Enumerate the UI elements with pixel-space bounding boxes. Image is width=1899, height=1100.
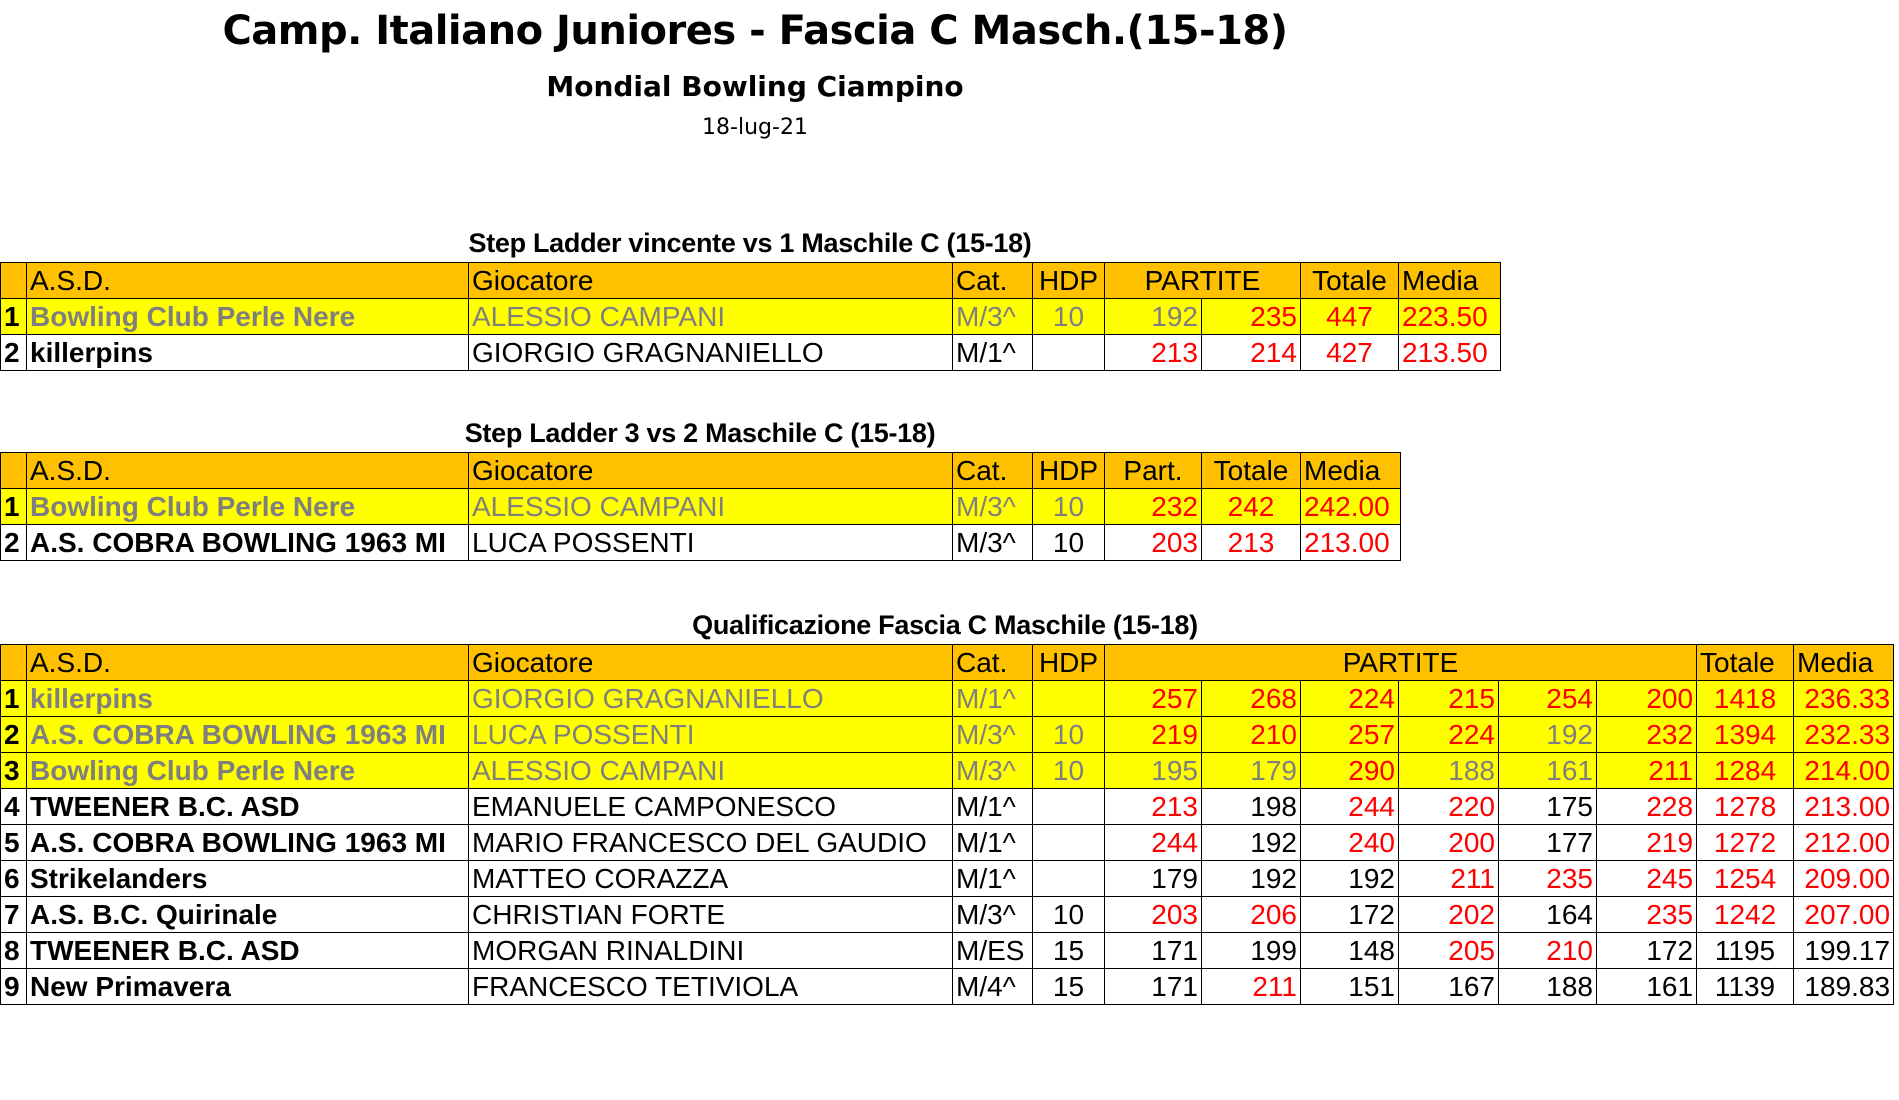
- venue-subtitle: Mondial Bowling Ciampino: [546, 70, 964, 103]
- rank-cell: 6: [1, 861, 27, 897]
- header-total: Totale: [1202, 453, 1301, 489]
- hdp-cell: 10: [1033, 717, 1105, 753]
- total-cell: 1272: [1697, 825, 1794, 861]
- game-cell: 228: [1597, 789, 1697, 825]
- club-cell: Bowling Club Perle Nere: [27, 753, 469, 789]
- total-cell: 1242: [1697, 897, 1794, 933]
- cat-cell: M/1^: [953, 681, 1033, 717]
- hdp-cell: 10: [1033, 489, 1105, 525]
- header-club: A.S.D.: [27, 263, 469, 299]
- avg-cell: 236.33: [1794, 681, 1894, 717]
- cat-cell: M/ES: [953, 933, 1033, 969]
- game-cell: 164: [1499, 897, 1597, 933]
- club-cell: Strikelanders: [27, 861, 469, 897]
- game-cell: 290: [1301, 753, 1399, 789]
- table-row: [1, 299, 1501, 335]
- game-cell: 235: [1597, 897, 1697, 933]
- table-row: [1, 525, 1401, 561]
- avg-cell: 232.33: [1794, 717, 1894, 753]
- semi-table: [0, 452, 1401, 561]
- game-cell: 199: [1202, 933, 1301, 969]
- club-cell: TWEENER B.C. ASD: [27, 933, 469, 969]
- table-row: [1, 717, 1894, 753]
- hdp-cell: [1033, 861, 1105, 897]
- header-rank: [1, 645, 27, 681]
- cat-cell: M/3^: [953, 897, 1033, 933]
- table-header-row: [1, 645, 1894, 681]
- header-avg: Media: [1399, 263, 1501, 299]
- club-cell: A.S. COBRA BOWLING 1963 MI: [27, 525, 469, 561]
- header-cat: Cat.: [953, 645, 1033, 681]
- rank-cell: 2: [1, 717, 27, 753]
- game-cell: 210: [1499, 933, 1597, 969]
- table-row: [1, 681, 1894, 717]
- total-cell: 242: [1202, 489, 1301, 525]
- game-cell: 219: [1597, 825, 1697, 861]
- player-cell: MARIO FRANCESCO DEL GAUDIO: [469, 825, 953, 861]
- game-cell: 254: [1499, 681, 1597, 717]
- semi-caption: Step Ladder 3 vs 2 Maschile C (15-18): [464, 418, 936, 448]
- game-cell: 161: [1499, 753, 1597, 789]
- game-cell: 148: [1301, 933, 1399, 969]
- final-table: [0, 262, 1501, 371]
- game-cell: 192: [1202, 861, 1301, 897]
- game-cell: 224: [1301, 681, 1399, 717]
- hdp-cell: 10: [1033, 525, 1105, 561]
- player-cell: LUCA POSSENTI: [469, 525, 953, 561]
- header-total: Totale: [1301, 263, 1399, 299]
- rank-cell: 2: [1, 335, 27, 371]
- avg-cell: 213.00: [1301, 525, 1401, 561]
- game-cell: 161: [1597, 969, 1697, 1005]
- rank-cell: 5: [1, 825, 27, 861]
- rank-cell: 7: [1, 897, 27, 933]
- game-cell: 232: [1105, 489, 1202, 525]
- rank-cell: 8: [1, 933, 27, 969]
- rank-cell: 9: [1, 969, 27, 1005]
- total-cell: 427: [1301, 335, 1399, 371]
- total-cell: 1254: [1697, 861, 1794, 897]
- qual-table: [0, 644, 1894, 1005]
- player-cell: MORGAN RINALDINI: [469, 933, 953, 969]
- player-cell: GIORGIO GRAGNANIELLO: [469, 681, 953, 717]
- cat-cell: M/3^: [953, 299, 1033, 335]
- game-cell: 211: [1597, 753, 1697, 789]
- game-cell: 219: [1105, 717, 1202, 753]
- game-cell: 257: [1301, 717, 1399, 753]
- game-cell: 172: [1597, 933, 1697, 969]
- cat-cell: M/3^: [953, 525, 1033, 561]
- hdp-cell: [1033, 789, 1105, 825]
- header-club: A.S.D.: [27, 453, 469, 489]
- game-cell: 198: [1202, 789, 1301, 825]
- player-cell: FRANCESCO TETIVIOLA: [469, 969, 953, 1005]
- page-title: Camp. Italiano Juniores - Fascia C Masch.(15-18): [222, 8, 1288, 54]
- game-cell: 205: [1399, 933, 1499, 969]
- header-avg: Media: [1794, 645, 1894, 681]
- game-cell: 203: [1105, 897, 1202, 933]
- table-row: [1, 933, 1894, 969]
- game-cell: 235: [1202, 299, 1301, 335]
- hdp-cell: [1033, 335, 1105, 371]
- table-header-row: [1, 263, 1501, 299]
- cat-cell: M/3^: [953, 489, 1033, 525]
- header-player: Giocatore: [469, 263, 953, 299]
- game-cell: 188: [1499, 969, 1597, 1005]
- total-cell: 1139: [1697, 969, 1794, 1005]
- header-cat: Cat.: [953, 263, 1033, 299]
- club-cell: A.S. COBRA BOWLING 1963 MI: [27, 717, 469, 753]
- game-cell: 211: [1399, 861, 1499, 897]
- table-row: [1, 753, 1894, 789]
- total-cell: 1284: [1697, 753, 1794, 789]
- avg-cell: 213.00: [1794, 789, 1894, 825]
- rank-cell: 4: [1, 789, 27, 825]
- rank-cell: 1: [1, 299, 27, 335]
- game-cell: 244: [1301, 789, 1399, 825]
- total-cell: 1418: [1697, 681, 1794, 717]
- avg-cell: 223.50: [1399, 299, 1501, 335]
- avg-cell: 199.17: [1794, 933, 1894, 969]
- game-cell: 192: [1202, 825, 1301, 861]
- header-rank: [1, 263, 27, 299]
- hdp-cell: 10: [1033, 897, 1105, 933]
- header-player: Giocatore: [469, 453, 953, 489]
- total-cell: 1278: [1697, 789, 1794, 825]
- game-cell: 202: [1399, 897, 1499, 933]
- header-club: A.S.D.: [27, 645, 469, 681]
- player-cell: CHRISTIAN FORTE: [469, 897, 953, 933]
- game-cell: 210: [1202, 717, 1301, 753]
- header-player: Giocatore: [469, 645, 953, 681]
- total-cell: 447: [1301, 299, 1399, 335]
- game-cell: 151: [1301, 969, 1399, 1005]
- player-cell: ALESSIO CAMPANI: [469, 753, 953, 789]
- club-cell: killerpins: [27, 681, 469, 717]
- game-cell: 211: [1202, 969, 1301, 1005]
- hdp-cell: [1033, 681, 1105, 717]
- game-cell: 195: [1105, 753, 1202, 789]
- cat-cell: M/1^: [953, 861, 1033, 897]
- table-header-row: [1, 453, 1401, 489]
- header-rank: [1, 453, 27, 489]
- game-cell: 215: [1399, 681, 1499, 717]
- hdp-cell: 10: [1033, 753, 1105, 789]
- rank-cell: 1: [1, 681, 27, 717]
- game-cell: 192: [1499, 717, 1597, 753]
- game-cell: 245: [1597, 861, 1697, 897]
- qual-caption: Qualificazione Fascia C Maschile (15-18): [692, 610, 1198, 640]
- player-cell: MATTEO CORAZZA: [469, 861, 953, 897]
- total-cell: 213: [1202, 525, 1301, 561]
- game-cell: 203: [1105, 525, 1202, 561]
- game-cell: 214: [1202, 335, 1301, 371]
- table-row: [1, 825, 1894, 861]
- header-games: PARTITE: [1105, 645, 1697, 681]
- game-cell: 240: [1301, 825, 1399, 861]
- game-cell: 192: [1301, 861, 1399, 897]
- avg-cell: 242.00: [1301, 489, 1401, 525]
- game-cell: 192: [1105, 299, 1202, 335]
- game-cell: 200: [1399, 825, 1499, 861]
- total-cell: 1195: [1697, 933, 1794, 969]
- game-cell: 220: [1399, 789, 1499, 825]
- club-cell: killerpins: [27, 335, 469, 371]
- hdp-cell: 15: [1033, 969, 1105, 1005]
- header-hdp: HDP: [1033, 263, 1105, 299]
- avg-cell: 189.83: [1794, 969, 1894, 1005]
- game-cell: 244: [1105, 825, 1202, 861]
- club-cell: Bowling Club Perle Nere: [27, 299, 469, 335]
- game-cell: 171: [1105, 969, 1202, 1005]
- cat-cell: M/3^: [953, 717, 1033, 753]
- club-cell: New Primavera: [27, 969, 469, 1005]
- game-cell: 235: [1499, 861, 1597, 897]
- game-cell: 268: [1202, 681, 1301, 717]
- total-cell: 1394: [1697, 717, 1794, 753]
- hdp-cell: 15: [1033, 933, 1105, 969]
- player-cell: ALESSIO CAMPANI: [469, 299, 953, 335]
- player-cell: LUCA POSSENTI: [469, 717, 953, 753]
- hdp-cell: 10: [1033, 299, 1105, 335]
- header-games: PARTITE: [1105, 263, 1301, 299]
- game-cell: 177: [1499, 825, 1597, 861]
- header-avg: Media: [1301, 453, 1401, 489]
- game-cell: 213: [1105, 335, 1202, 371]
- event-date: 18-lug-21: [702, 115, 808, 140]
- game-cell: 175: [1499, 789, 1597, 825]
- game-cell: 206: [1202, 897, 1301, 933]
- header-cat: Cat.: [953, 453, 1033, 489]
- table-row: [1, 789, 1894, 825]
- game-cell: 179: [1105, 861, 1202, 897]
- table-row: [1, 335, 1501, 371]
- club-cell: TWEENER B.C. ASD: [27, 789, 469, 825]
- game-cell: 224: [1399, 717, 1499, 753]
- rank-cell: 1: [1, 489, 27, 525]
- cat-cell: M/3^: [953, 753, 1033, 789]
- table-row: [1, 489, 1401, 525]
- game-cell: 188: [1399, 753, 1499, 789]
- table-row: [1, 969, 1894, 1005]
- game-cell: 171: [1105, 933, 1202, 969]
- header-game: Part.: [1105, 453, 1202, 489]
- game-cell: 257: [1105, 681, 1202, 717]
- header-hdp: HDP: [1033, 453, 1105, 489]
- header-total: Totale: [1697, 645, 1794, 681]
- game-cell: 179: [1202, 753, 1301, 789]
- player-cell: ALESSIO CAMPANI: [469, 489, 953, 525]
- avg-cell: 212.00: [1794, 825, 1894, 861]
- table-row: [1, 897, 1894, 933]
- hdp-cell: [1033, 825, 1105, 861]
- club-cell: Bowling Club Perle Nere: [27, 489, 469, 525]
- player-cell: GIORGIO GRAGNANIELLO: [469, 335, 953, 371]
- avg-cell: 207.00: [1794, 897, 1894, 933]
- cat-cell: M/1^: [953, 335, 1033, 371]
- game-cell: 172: [1301, 897, 1399, 933]
- cat-cell: M/1^: [953, 825, 1033, 861]
- game-cell: 200: [1597, 681, 1697, 717]
- game-cell: 232: [1597, 717, 1697, 753]
- club-cell: A.S. B.C. Quirinale: [27, 897, 469, 933]
- cat-cell: M/4^: [953, 969, 1033, 1005]
- final-caption: Step Ladder vincente vs 1 Maschile C (15-18): [468, 228, 1032, 258]
- avg-cell: 209.00: [1794, 861, 1894, 897]
- player-cell: EMANUELE CAMPONESCO: [469, 789, 953, 825]
- header-hdp: HDP: [1033, 645, 1105, 681]
- avg-cell: 214.00: [1794, 753, 1894, 789]
- game-cell: 167: [1399, 969, 1499, 1005]
- club-cell: A.S. COBRA BOWLING 1963 MI: [27, 825, 469, 861]
- avg-cell: 213.50: [1399, 335, 1501, 371]
- cat-cell: M/1^: [953, 789, 1033, 825]
- table-row: [1, 861, 1894, 897]
- rank-cell: 3: [1, 753, 27, 789]
- game-cell: 213: [1105, 789, 1202, 825]
- rank-cell: 2: [1, 525, 27, 561]
